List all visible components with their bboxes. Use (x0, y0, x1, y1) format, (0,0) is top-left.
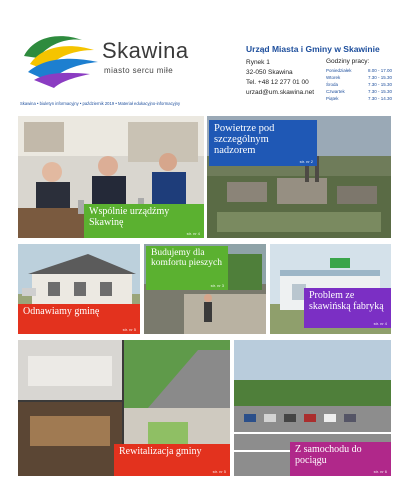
article-caption[interactable] (18, 304, 140, 334)
revitalization-rendering-photo (18, 340, 230, 476)
article-title: Z samochodu do pociągu (295, 444, 362, 466)
page-ref: str. nr 2 (299, 158, 313, 164)
office-hours (326, 67, 392, 102)
sidewalk-construction-photo (144, 244, 266, 334)
office-address (246, 58, 314, 98)
hours-title: Godziny pracy: (326, 58, 370, 65)
article-caption[interactable] (290, 442, 391, 476)
page-ref: str. nr 4 (186, 230, 200, 236)
article-title: Rewitalizacja gminy (119, 446, 202, 457)
email-link[interactable]: urzad@um.skawina.net (246, 89, 315, 96)
page-ref: str. nr 4 (373, 320, 387, 326)
address-line: 32-050 Skawina (246, 69, 293, 76)
renovated-house-photo (18, 244, 140, 334)
article-title: Problem ze skawińską fabryką (309, 290, 384, 312)
page-ref: str. nr 6 (373, 468, 387, 474)
article-title: Wspólnie urządźmy Skawinę (89, 206, 170, 228)
skawina-logo-icon (20, 28, 100, 90)
phone-line: Tel. +48 12 277 01 00 (246, 79, 309, 86)
address-line: Rynek 1 (246, 59, 270, 66)
article-caption[interactable] (304, 288, 391, 328)
office-title: Urząd Miasta i Gminy w Skawinie (246, 44, 380, 54)
article-caption[interactable] (84, 204, 204, 238)
page-ref: str. nr 5 (212, 468, 226, 474)
hours-row: Środa 7.30 - 15.30 (326, 82, 392, 87)
article-title: Powietrze pod szczególnym nadzorem (214, 123, 275, 157)
factory-photo (270, 244, 391, 334)
bulletin-strip: Skawina • biuletyn informacyjny • październik 2019 • Materiał edukacyjno-informacyjny (20, 101, 181, 106)
press-conference-photo (18, 116, 204, 238)
article-caption[interactable] (209, 120, 317, 166)
hours-row: Wtorek 7.30 - 15.30 (326, 75, 392, 80)
hours-row: Poniedziałek 8.00 - 17.00 (326, 68, 392, 73)
hours-row: Piątek 7.30 - 14.30 (326, 96, 392, 101)
article-caption[interactable] (146, 246, 228, 290)
page-ref: str. nr 5 (122, 326, 136, 332)
article-title: Odnawiamy gminę (23, 306, 100, 317)
page-ref: str. nr 3 (210, 282, 224, 288)
article-title: Budujemy dla komfortu pieszych (151, 248, 222, 268)
hours-row: Czwartek 7.30 - 15.30 (326, 89, 392, 94)
park-and-ride-photo (234, 340, 391, 476)
brand-tagline: miasto sercu miłe (104, 66, 174, 75)
aerial-city-photo (207, 116, 391, 238)
brand-name: Skawina (102, 38, 189, 63)
article-caption[interactable] (114, 444, 230, 476)
